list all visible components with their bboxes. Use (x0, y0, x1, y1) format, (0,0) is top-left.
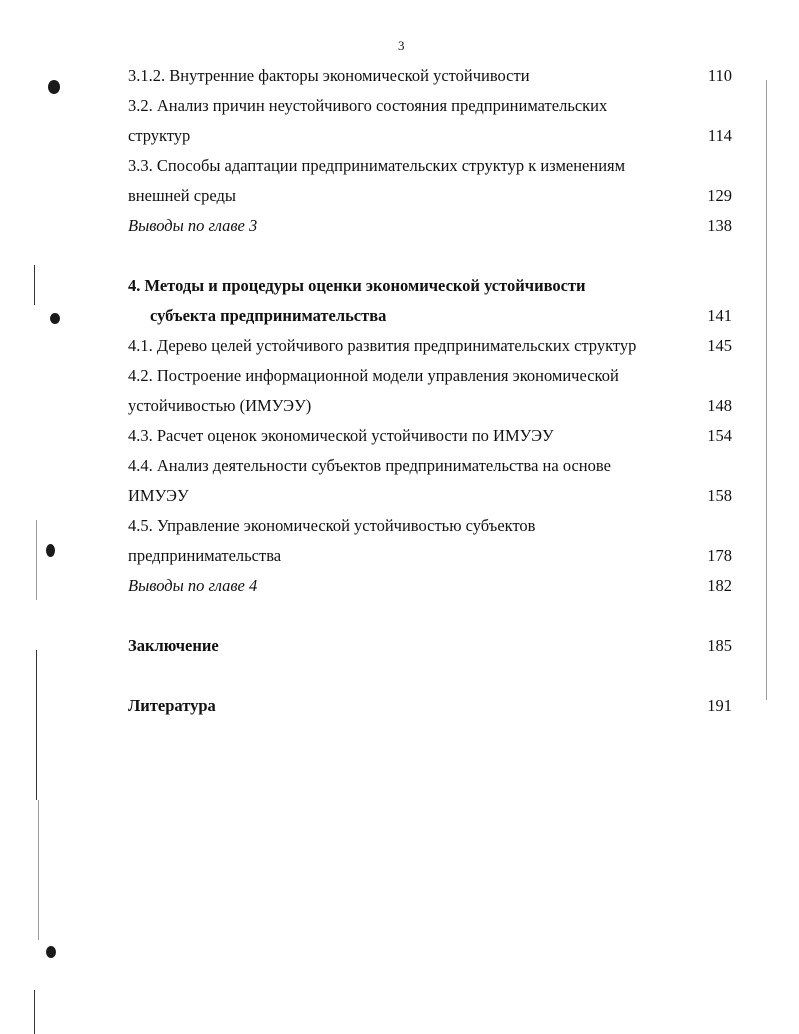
toc-entry-page: 114 (707, 126, 732, 145)
toc-conclusion: Заключение (128, 636, 219, 655)
toc-entry-text: структур (128, 126, 191, 145)
chapter-heading: субъекта предпринимательства (150, 306, 387, 325)
toc-entry-text: 3.1.2. Внутренние факторы экономической устойчивости (128, 66, 530, 85)
scan-edge-line (766, 80, 767, 700)
toc-entry-page: 145 (707, 336, 732, 355)
toc-entry-text: 3.2. Анализ причин неустойчивого состояния предпринимательских (128, 96, 608, 115)
toc-entry-page: 138 (707, 216, 732, 235)
scan-edge-line (36, 650, 37, 800)
page-number: 3 (398, 38, 405, 53)
toc-entry-page: 148 (707, 396, 732, 415)
toc-entry-page: 158 (707, 486, 732, 505)
toc-references: Литература (128, 696, 216, 715)
toc-entry-page: 154 (707, 426, 732, 445)
scan-hole-mark (48, 80, 60, 94)
toc-entry-page: 182 (707, 576, 732, 595)
toc-entry-text: 3.3. Способы адаптации предпринимательских структур к изменениям (128, 156, 626, 175)
toc-entry-text: Выводы по главе 3 (128, 216, 258, 235)
chapter-heading: 4. Методы и процедуры оценки экономической устойчивости (128, 276, 586, 295)
scan-hole-mark (50, 313, 60, 324)
toc-entry-text: 4.5. Управление экономической устойчивостью субъектов (128, 516, 536, 535)
toc-entry-page: 178 (707, 546, 732, 565)
scan-edge-line (34, 265, 35, 305)
scan-edge-line (36, 520, 37, 600)
toc-entry-page: 110 (707, 66, 732, 85)
toc-entry-page: 141 (707, 306, 732, 325)
toc-entry-text: внешней среды (128, 186, 236, 205)
toc-entry-page: 191 (707, 696, 732, 715)
toc-entry-text: Выводы по главе 4 (128, 576, 258, 595)
toc-entry-text: предпринимательства (128, 546, 282, 565)
scan-edge-line (34, 990, 35, 1034)
toc-entry-text: 4.3. Расчет оценок экономической устойчивости по ИМУЭУ (128, 426, 554, 445)
toc-entry-text: ИМУЭУ (128, 486, 189, 505)
scan-hole-mark (46, 946, 56, 958)
toc-entry-text: 4.1. Дерево целей устойчивого развития предпринимательских структур (128, 336, 637, 355)
scan-hole-mark (46, 544, 55, 557)
toc-entry-page: 129 (707, 186, 732, 205)
toc-entry-page: 185 (707, 636, 732, 655)
toc-entry-text: 4.2. Построение информационной модели управления экономической (128, 366, 619, 385)
toc-entry-text: устойчивостью (ИМУЭУ) (128, 396, 312, 415)
toc-entry-text: 4.4. Анализ деятельности субъектов предпринимательства на основе (128, 456, 611, 475)
scan-edge-line (38, 800, 39, 940)
